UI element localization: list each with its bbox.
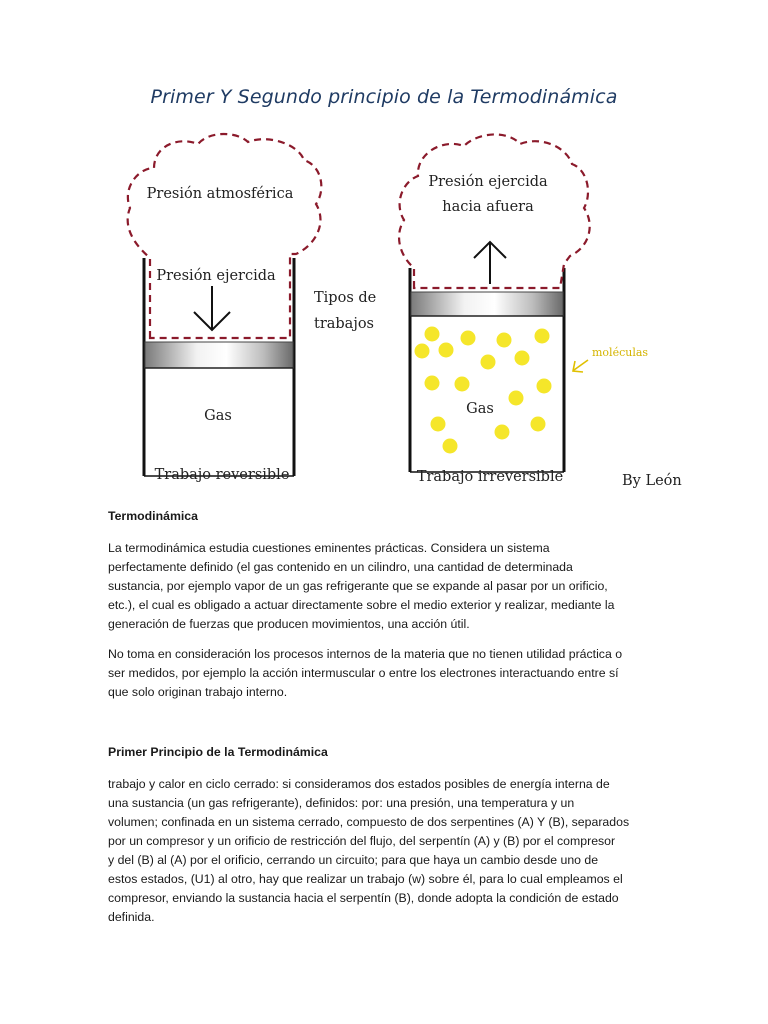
paragraph-3-line: y del (B) al (A) por el orificio, cerrando un circuito; para que haya un cambio desde uno de [108,853,599,867]
molecule-dot [509,391,524,406]
paragraph-1-line: La termodinámica estudia cuestiones eminentes prácticas. Considera un sistema [108,541,550,555]
paragraph-3-line: trabajo y calor en ciclo cerrado: si consideramos dos estados posibles de energía interna de [108,777,610,791]
paragraph-1 [108,539,668,634]
molecule-dot [439,343,454,358]
section-heading-primer-principio: Primer Principio de la Termodinámica [108,745,328,759]
left-caption: Trabajo reversible [154,467,290,483]
middle-label-line1: Tipos de [314,290,377,306]
paragraph-3-line: definida. [108,910,155,924]
paragraph-3-line: por un compresor y un orificio de restricción del flujo, del serpentín (A) y (B) por el compresor [108,834,616,848]
right-cloud-label-line1: Presión ejercida [428,174,548,190]
molecule-dot [425,376,440,391]
molecule-dot [537,379,552,394]
right-piston [411,292,563,316]
paragraph-2 [108,645,668,702]
molecule-dot [497,333,512,348]
paragraph-3-line: volumen; confinada en un sistema cerrado, compuesto de dos serpentines (A) Y (B), separados [108,815,630,829]
paragraph-2-line: que solo originan trabajo interno. [108,685,288,699]
right-cloud-label-line2: hacia afuera [442,199,534,215]
right-cylinder [399,134,682,489]
section-heading-termodinamica: Termodinámica [108,509,198,523]
right-gas-label: Gas [466,401,494,417]
paragraph-1-line: sustancia, por ejemplo vapor de un gas refrigerante que se expande al pasar por un orificio, [108,579,608,593]
molecules-pointer-icon [574,360,588,370]
right-caption: Trabajo irreversible [416,469,564,485]
molecule-dot [431,417,446,432]
paragraph-3-line: estos estados, (U1) al otro, hay que realizar un trabajo (w) sobre él, para lo cual empleamos el [108,872,623,886]
paragraph-1-line: etc.), el cual es obligado a actuar directamente sobre el medio exterior y realizar, mediante la [108,598,615,612]
middle-label-line2: trabajos [314,316,374,332]
molecule-dot [535,329,550,344]
molecule-dot [415,344,430,359]
author-label: By León [622,473,682,489]
molecule-dot [443,439,458,454]
paragraph-2-line: No toma en consideración los procesos internos de la materia que no tienen utilidad práctica o [108,647,623,661]
molecule-dot [461,331,476,346]
paragraph-2-line: ser medidos, por ejemplo la acción intermuscular o entre los electrones interactuando entre sí [108,666,619,680]
left-piston [145,342,293,368]
molecules-label: moléculas [592,346,649,359]
left-cylinder [128,134,322,483]
paragraph-1-line: perfectamente definido (el gas contenido en un cilindro, una cantidad de determinada [108,560,573,574]
left-gas-label: Gas [204,408,232,424]
molecule-dot [455,377,470,392]
molecule-dot [425,327,440,342]
molecule-dot [495,425,510,440]
molecules-group [415,327,552,454]
paragraph-3-line: compresor, enviando la sustancia hacia el serpentín (B), donde adopta la condición de estado [108,891,619,905]
paragraph-3 [108,775,668,927]
page-title: Primer Y Segundo principio de la Termodinámica [150,86,618,108]
left-dashed-cloud [128,134,322,338]
molecule-dot [481,355,496,370]
figure-svg [118,128,688,496]
left-cloud-label: Presión atmosférica [146,186,294,202]
paragraph-3-line: una sustancia (un gas refrigerante), definidos: por: una presión, una temperatura y un [108,796,575,810]
left-pressure-label: Presión ejercida [156,268,276,284]
thermodynamics-figure [118,128,688,496]
molecule-dot [531,417,546,432]
molecule-dot [515,351,530,366]
paragraph-1-line: generación de fuerzas que producen movimientos, una acción útil. [108,617,470,631]
